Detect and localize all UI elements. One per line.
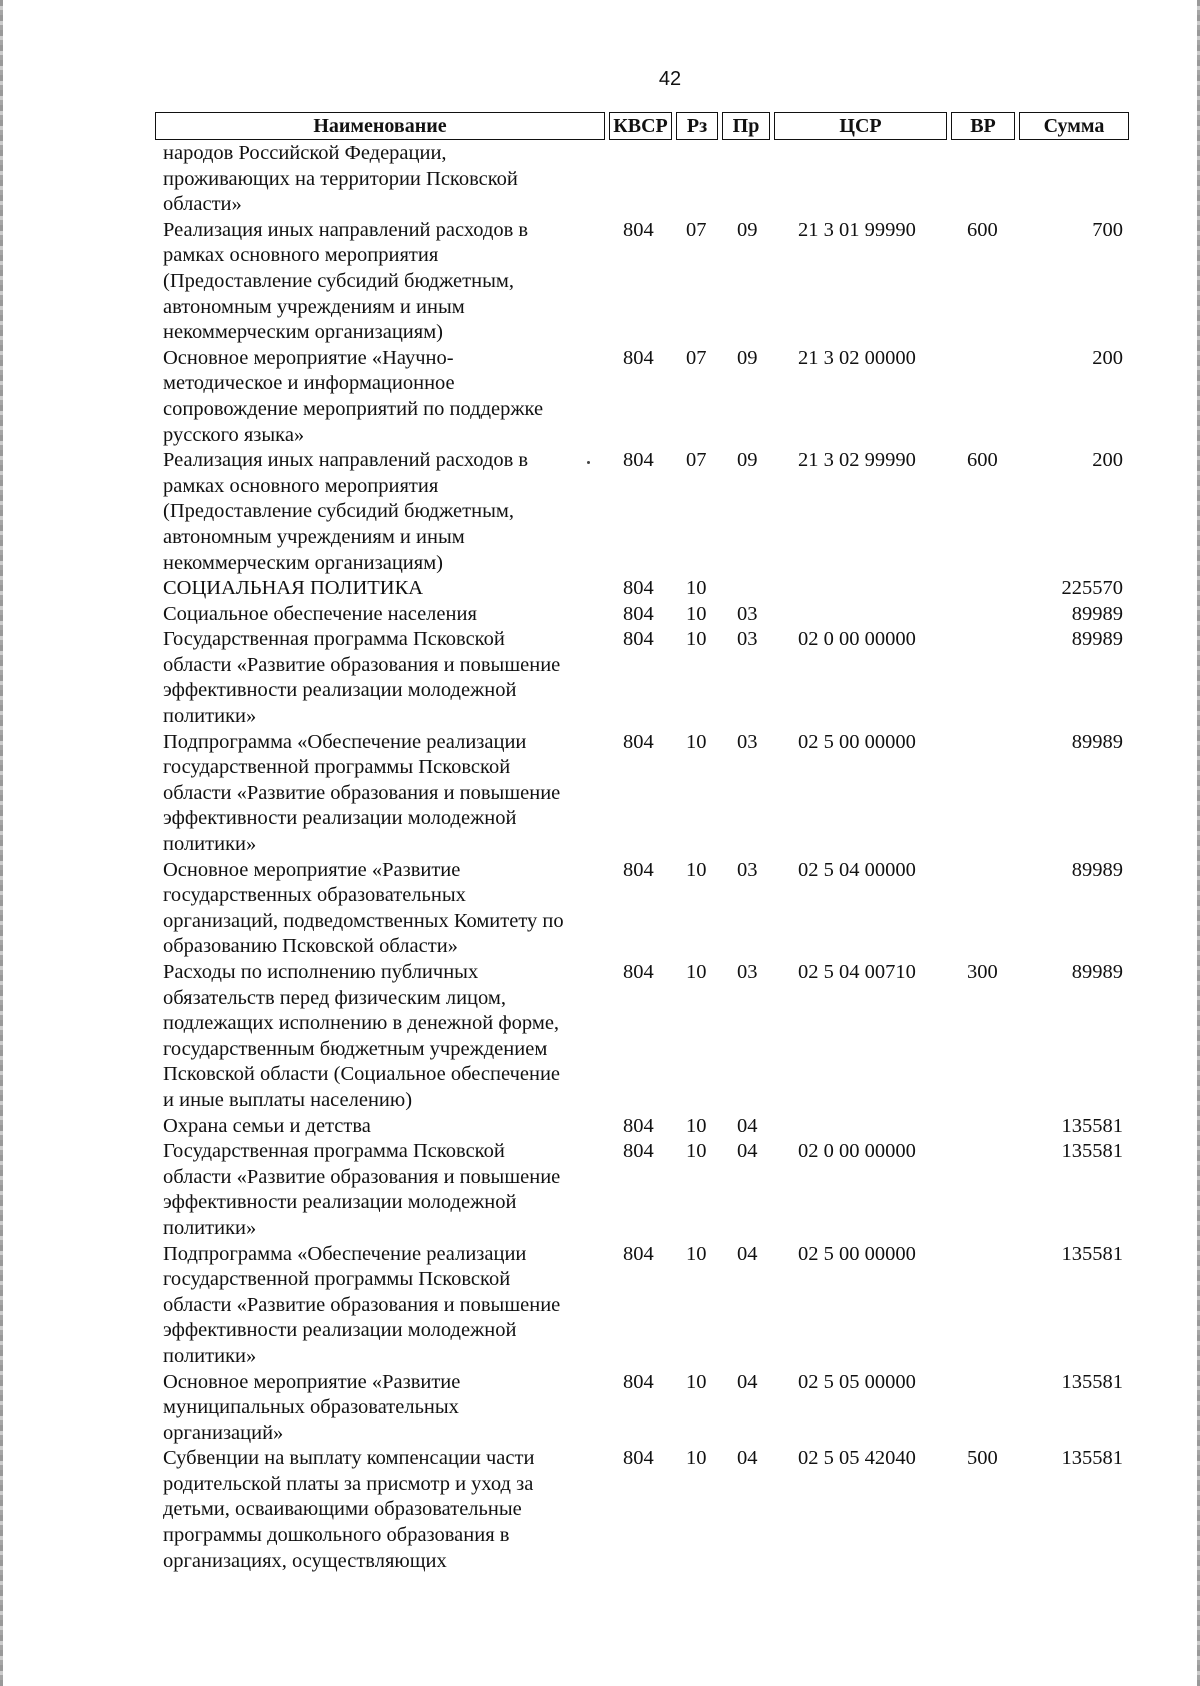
row-csr: 02 0 00 00000: [798, 628, 916, 651]
row-sum: 89989: [1071, 730, 1123, 753]
row-pr: 04: [737, 1447, 758, 1470]
row-kvsr: 804: [623, 730, 654, 753]
scan-left-edge: [0, 0, 3, 1686]
row-name: Охрана семьи и детства: [163, 1114, 371, 1137]
row-rz: 10: [686, 628, 707, 651]
row-rz: 07: [686, 346, 707, 369]
table-row: [163, 141, 1123, 218]
table-row: [163, 1139, 1123, 1241]
row-name: Расходы по исполнению публичных обязательств перед физическим лицом, подлежащих исполнению в денежной форме, государственным бюджетным учреждением Псковской области (Социальное обеспечение и иные выплаты населению): [163, 961, 561, 1111]
row-pr: 03: [737, 628, 758, 651]
row-name: Реализация иных направлений расходов в рамках основного мероприятия (Предоставление субсидий бюджетным, автономным учреждениям и иным некоммерческим организациям): [163, 449, 529, 574]
row-pr: 03: [737, 961, 758, 983]
row-name: Основное мероприятие «Развитие государственных образовательных организаций, подведомственных Комитету по образованию Псковской области»: [163, 858, 564, 958]
row-sum: 135581: [1061, 1242, 1123, 1265]
row-name: Государственная программа Псковской области «Развитие образования и повышение эффективности реализации молодежной политики»: [163, 628, 561, 728]
row-pr: 09: [737, 218, 758, 241]
row-kvsr: 804: [623, 602, 654, 625]
budget-table: [163, 141, 1123, 1574]
row-csr: 21 3 02 00000: [798, 346, 916, 369]
page-number: 42: [658, 68, 682, 90]
table-row: [163, 1242, 1123, 1370]
row-pr: 09: [737, 449, 758, 472]
row-sum: 200: [1092, 346, 1123, 369]
row-kvsr: 804: [623, 449, 654, 472]
row-sum: 135581: [1061, 1447, 1123, 1470]
row-name: Основное мероприятие «Научно- методическое и информационное сопровождение мероприятий по поддержке русского языка»: [163, 346, 544, 446]
row-kvsr: 804: [623, 218, 654, 241]
row-name: Реализация иных направлений расходов в рамках основного мероприятия (Предоставление субсидий бюджетным, автономным учреждениям и иным некоммерческим организациям): [163, 218, 529, 344]
row-pr: 04: [737, 1114, 758, 1137]
row-rz: 10: [686, 1114, 707, 1137]
row-csr: 02 5 05 42040: [798, 1447, 916, 1470]
row-rz: 10: [686, 1242, 707, 1265]
row-sum: 225570: [1061, 577, 1123, 600]
row-kvsr: 804: [623, 628, 654, 651]
row-pr: 04: [737, 1370, 758, 1393]
row-kvsr: 804: [623, 1242, 654, 1265]
row-csr: 02 5 05 00000: [798, 1370, 916, 1393]
row-sum: 89989: [1071, 628, 1123, 651]
row-name: СОЦИАЛЬНАЯ ПОЛИТИКА: [163, 577, 424, 600]
row-pr: 04: [737, 1140, 758, 1163]
row-sum: 135581: [1061, 1140, 1123, 1163]
table-row: [163, 448, 1123, 576]
row-sum: 89989: [1071, 858, 1123, 881]
row-sum: 135581: [1061, 1370, 1123, 1393]
row-csr: 02 5 04 00000: [798, 858, 916, 881]
table-header: [155, 112, 1130, 141]
row-csr: 21 3 02 99990: [798, 449, 916, 472]
row-rz: 10: [686, 602, 707, 625]
column-header-vr: ВР: [951, 112, 1015, 140]
row-rz: 07: [686, 449, 707, 472]
row-pr: 09: [737, 346, 758, 369]
row-kvsr: 804: [623, 961, 654, 983]
row-pr: 03: [737, 858, 758, 881]
row-kvsr: 804: [623, 346, 654, 369]
row-pr: 03: [737, 730, 758, 753]
row-vr: 500: [967, 1447, 998, 1470]
column-header-pr: Пр: [722, 112, 770, 140]
row-vr: 600: [967, 218, 998, 241]
row-rz: 10: [686, 961, 707, 983]
row-kvsr: 804: [623, 1114, 654, 1137]
row-rz: 10: [686, 858, 707, 881]
table-row: [163, 602, 1123, 628]
row-sum: 200: [1092, 449, 1123, 472]
table-row: [163, 218, 1123, 346]
row-sum: 135581: [1061, 1114, 1123, 1137]
row-kvsr: 804: [623, 1140, 654, 1163]
row-vr: 600: [967, 449, 998, 472]
row-csr: 21 3 01 99990: [798, 218, 916, 241]
row-rz: 10: [686, 730, 707, 753]
row-kvsr: 804: [623, 577, 654, 600]
table-row: [163, 1114, 1123, 1140]
column-header-rz: Рз: [676, 112, 718, 140]
row-kvsr: 804: [623, 858, 654, 881]
row-rz: 10: [686, 1370, 707, 1393]
row-rz: 07: [686, 218, 707, 241]
table-row: [163, 730, 1123, 858]
table-row: [163, 576, 1123, 602]
row-rz: 10: [686, 1140, 707, 1163]
row-name: Социальное обеспечение населения: [163, 602, 477, 625]
row-name: Субвенции на выплату компенсации части родительской платы за присмотр и уход за детьми, осваивающими образовательные программы дошкольного образования в организациях, осуществляющих: [163, 1447, 535, 1572]
row-name: Государственная программа Псковской области «Развитие образования и повышение эффективности реализации молодежной политики»: [163, 1140, 561, 1239]
row-rz: 10: [686, 577, 707, 600]
row-sum: 89989: [1071, 961, 1123, 983]
row-sum: 89989: [1071, 602, 1123, 625]
row-csr: 02 5 04 00710: [798, 961, 916, 983]
table-row: [163, 1446, 1123, 1574]
column-header-sum: Сумма: [1019, 112, 1129, 140]
row-name: Подпрограмма «Обеспечение реализации государственной программы Псковской области «Развитие образования и повышение эффективности реализации молодежной политики»: [163, 1242, 561, 1367]
row-kvsr: 804: [623, 1370, 654, 1393]
row-name: Подпрограмма «Обеспечение реализации государственной программы Псковской области «Развитие образования и повышение эффективности реализации молодежной политики»: [163, 730, 561, 856]
row-vr: 300: [967, 961, 998, 983]
row-csr: 02 5 00 00000: [798, 1242, 916, 1265]
row-sum: 700: [1092, 218, 1123, 241]
table-row: [163, 346, 1123, 448]
table-row: [163, 858, 1123, 960]
row-name: Основное мероприятие «Развитие муниципальных образовательных организаций»: [163, 1370, 461, 1444]
row-pr: 04: [737, 1242, 758, 1265]
table-row: [163, 960, 1123, 1114]
row-pr: 03: [737, 602, 758, 625]
column-header-csr: ЦСР: [774, 112, 947, 140]
row-kvsr: 804: [623, 1447, 654, 1470]
column-header-name: Наименование: [155, 112, 605, 140]
table-row: [163, 1370, 1123, 1447]
column-header-kvsr: КВСР: [609, 112, 672, 140]
row-name: народов Российской Федерации, проживающих на территории Псковской области»: [163, 142, 518, 216]
row-csr: 02 0 00 00000: [798, 1140, 916, 1163]
row-csr: 02 5 00 00000: [798, 730, 916, 753]
table-row: [163, 627, 1123, 729]
row-rz: 10: [686, 1447, 707, 1470]
